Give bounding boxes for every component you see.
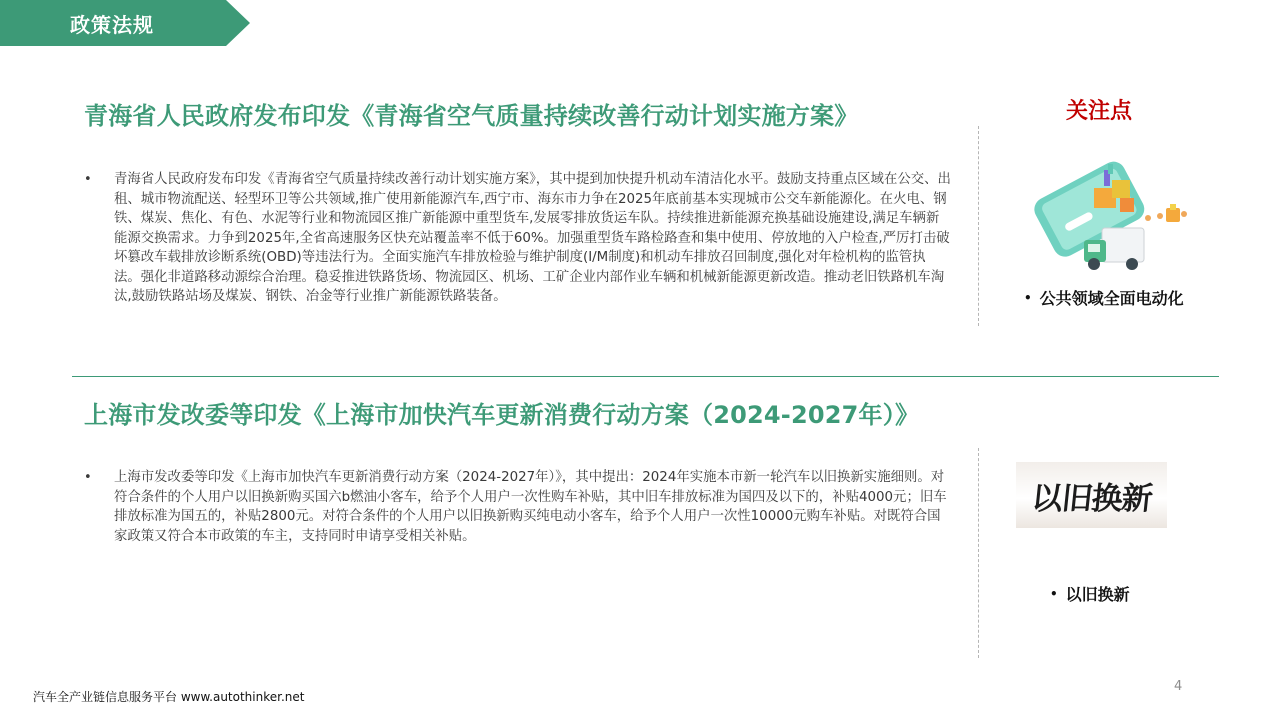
focus-item-2-label: 以旧换新 [1065,585,1130,604]
policy-2-body [84,468,952,546]
focus-item-1 [1024,286,1184,309]
vertical-divider [978,448,979,658]
bullet-dot: • [84,172,92,187]
trade-in-image-text: 以旧换新 [1029,480,1154,517]
footer-source: 汽车全产业链信息服务平台 www.autothinker.net [33,690,305,704]
bullet-dot: • [1050,587,1058,601]
page-number: 4 [1174,679,1183,694]
bullet-dot: • [1024,291,1032,305]
policy-1-title: 青海省人民政府发布印发《青海省空气质量持续改善行动计划实施方案》 [84,102,859,130]
policy-1-body [84,170,952,307]
vertical-divider [978,126,979,326]
policy-1-text: 青海省人民政府发布印发《青海省空气质量持续改善行动计划实施方案》，其中提到加快提升机动车清洁化水平。鼓励支持重点区域在公交、出租、城市物流配送、轻型环卫等公共领域,推广使用新能源汽车,西宁市、海东市力争在2025年底前基本实现城市公交车新能源化。在火电、钢铁、煤炭、焦化、有色、水泥等行业和物流园区推广新能源中重型货车,发展零排放货运车队。持续推进新能源充换基础设施建设,满足车辆新能源交换需求。力争到2025年,全省高速服务区快充站覆盖率不低于60%。加强重型货车路检路查和集中使用、停放地的入户检查,严厉打击破坏篡改车载排放诊断系统(OBD)等违法行为。全面实施汽车排放检验与维护制度(I/M制度)和机动车排放召回制度,强化对年检机构的监管执法。强化非道路移动源综合治理。稳妥推进铁路货场、物流园区、机场、工矿企业内部作业车辆和机械新能源更新改造。推动老旧铁路机车淘汰,鼓励铁路站场及煤炭、钢铁、冶金等行业推广新能源铁路装备。 [114,172,951,304]
mobile-delivery-truck-illustration [1024,158,1194,276]
focus-item-2 [1050,582,1130,605]
focus-item-1-label: 公共领域全面电动化 [1039,289,1184,308]
horizontal-divider [72,376,1219,377]
policy-2-title: 上海市发改委等印发《上海市加快汽车更新消费行动方案（2024-2027年）》 [84,401,920,429]
policy-2-text: 上海市发改委等印发《上海市加快汽车更新消费行动方案（2024-2027年）》，其中提出：2024年实施本市新一轮汽车以旧换新实施细则。对符合条件的个人用户以旧换新购买国六b燃油小客车，给予个人用户一次性购车补贴，其中旧车排放标准为国四及以下的，补贴4000元；旧车排放标准为国五的，补贴2800元。对符合条件的个人用户以旧换新购买纯电动小客车，给予个人用户一次性10000元购车补贴。对既符合国家政策又符合本市政策的车主，支持同时申请享受相关补贴。 [114,470,947,544]
section-label: 政策法规 [70,13,154,37]
trade-in-image [1016,462,1167,528]
focus-title: 关注点 [1066,99,1133,124]
bullet-dot: • [84,470,92,485]
